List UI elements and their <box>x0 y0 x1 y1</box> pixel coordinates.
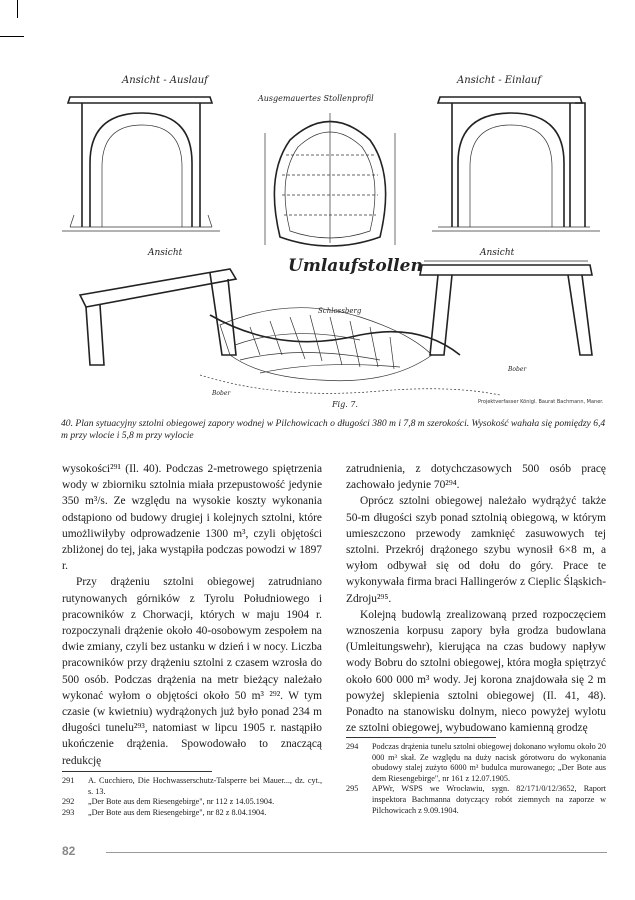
paragraph: Oprócz sztolni obiegowej należało wydrążyć także 50-m długości szyb ponad sztolnią obiegową, w którym umieszczono przewody zamknięć zasuwowych tej sztolni. Przekrój drążonego szybu wynosił 6×8 m, a wyłom odbywał się od dołu do góry. Prace te wykonywała firma braci Hallingerów z Cieplic Śląskich-Zdroju²⁹⁵. <box>346 495 607 605</box>
paragraph: Kolejną budowlą zrealizowaną przed rozpoczęciem wznoszenia korpusu zapory była grodza budowlana (Umleitungswehr), kierująca na czas budowy napływ wody Bobru do sztolni obiegowej, która mogła spiętrzyć około 600 000 m³ wody. Jej korona znajdowała się 2 m powyżej sklepienia sztolni obiegowej (Il. 41, 48). Ponadto na stanowisku dolnym, nieco powyżej wylotu ze sztolni obiegowej, wybudowano kamienną grodzę <box>346 608 606 735</box>
footnote: 292 „Der Bote aus dem Riesengebirge", nr 112 z 14.05.1904. <box>62 797 275 807</box>
paragraph: wysokości²⁹¹ (Il. 40). Podczas 2-metrowego spiętrzenia wody w zbiorniku sztolnia miała przepustowość jedynie 350 m³/s. Ze względu na wysokie koszty wykonania odstąpiono od budowy drugiej i kolejnych sztolni, które umożliwiłyby odprowadzenie 1300 m³, czyli objętości zbliżonej do tej, jaka wystąpiła podczas powodzi w 1897 r. <box>62 463 322 573</box>
footnotes-left <box>62 776 322 818</box>
footnote: 294 Podczas drążenia tunelu sztolni obiegowej dokonano wyłomu około 20 000 m³ skał. Ze względu na duży nacisk górotworu do wykonania obudowy stalej zużyto 6000 m³ budulca murowanego; „Der Bote aus dem Riesengebirge", nr 161 z 12.07.1905. <box>346 742 606 783</box>
paragraph: zatrudnienia, z dotychczasowych 500 osób pracę zachowało jedynie 70²⁹⁴. <box>346 463 606 492</box>
footnote-rule-right <box>346 737 496 738</box>
page-number: 82 <box>62 844 76 858</box>
label-bober-left: Bober <box>212 390 231 397</box>
footnote: 291 A. Cucchiero, Die Hochwasserschutz-Talsperre bei Mauer..., dz. cyt., s. 13. <box>62 776 322 796</box>
label-ansicht-left: Ansicht <box>148 248 183 258</box>
engineering-drawing <box>60 55 610 413</box>
footnote: 293 „Der Bote aus dem Riesengebirge", nr 82 z 8.04.1904. <box>62 807 267 817</box>
label-ansicht-einlauf: Ansicht - Einlauf <box>457 75 542 86</box>
footer-rule <box>106 852 607 853</box>
crop-mark-horizontal <box>0 36 24 37</box>
label-ansicht-auslauf: Ansicht - Auslauf <box>122 75 208 86</box>
label-bober-right: Bober <box>508 366 527 373</box>
footnote-rule-left <box>62 771 212 772</box>
label-schlossberg: Schlossberg <box>318 307 362 315</box>
paragraph: Przy drążeniu sztolni obiegowej zatrudniano rutynowanych górników z Tyrolu Południowego i pracowników z Chorwacji, których w maju 1904 r. rozpoczynali drążenie około 40-osobowym zespołem na dwie zmiany, czyli bez ustanku w dzień i w nocy. Liczba pracowników przy drążeniu sztolni z czasem wzrosła do 500 osób. Podczas drążenia na metr bieżący należało wykonać wyłom o objętości około 50 m³ ²⁹². W tym czasie (w kwietniu) wydrążonych już było ponad 234 m długości tunelu²⁹³, natomiast w lipcu 1905 r. nastąpiło ukończenie drążenia. Spowodowało to znaczącą redukcję <box>62 576 322 767</box>
text-column-right <box>346 461 606 736</box>
label-ansicht-right: Ansicht <box>480 248 515 258</box>
figure-caption: 40. Plan sytuacyjny sztolni obiegowej zapory wodnej w Pilchowicach o długości 380 m i 7,8 m szerokości. Wysokość wahała się pomiędzy 6,4 m przy wlocie i 5,8 m przy wylocie <box>61 418 606 441</box>
footnote: 295 APWr, WSPS we Wrocławiu, sygn. 82/171/0/12/3652, Raport inspektora Bachmanna dotyczący robót ziemnych na zaporze w Pilchowicach z 9.09.1904. <box>346 784 606 815</box>
text-column-left <box>62 461 322 769</box>
label-fig-no: Fig. 7. <box>332 400 358 409</box>
label-stollenprofil: Ausgemauertes Stollenprofil <box>258 94 374 103</box>
label-credit: Projektverfasser Königl. Baurat Bachmann, Maner. <box>478 399 604 405</box>
label-umlaufstollen: Umlaufstollen <box>288 256 423 276</box>
footnotes-right <box>346 742 606 816</box>
crop-mark-vertical <box>17 0 18 18</box>
